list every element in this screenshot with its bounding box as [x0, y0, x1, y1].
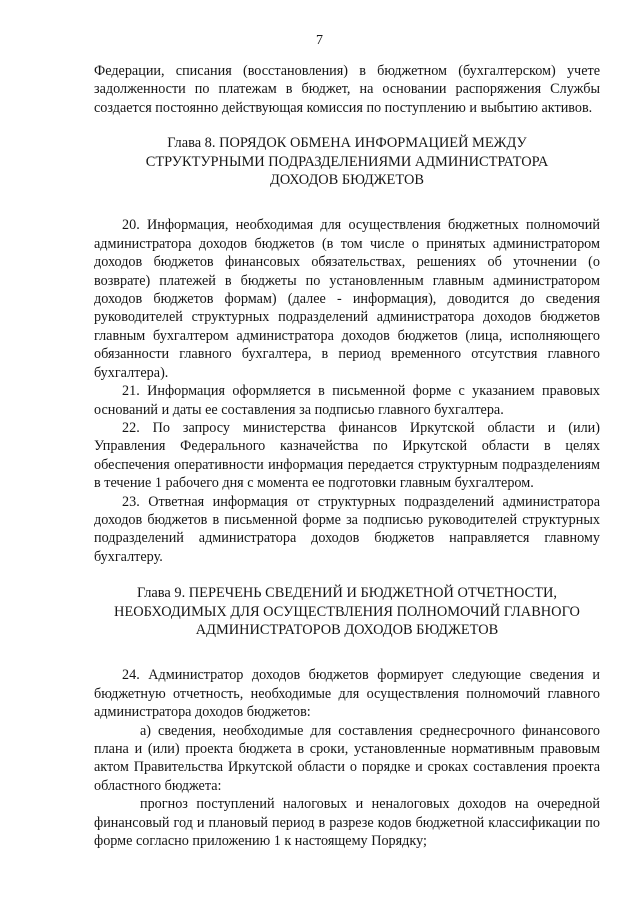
- intro-paragraph: Федерации, списания (восстановления) в бюджетном (бухгалтерском) учете задолженности по платежам в бюджет, на основании распоряжения Службы создается постоянно действующая комиссия по поступлению и выбытию активов.: [94, 63, 600, 116]
- document-body: [94, 62, 600, 850]
- chapter-8-heading: [94, 134, 600, 189]
- chapter-8-heading-line: Глава 8. ПОРЯДОК ОБМЕНА ИНФОРМАЦИЕЙ МЕЖДУ: [167, 135, 527, 152]
- chapter-9-heading-line: АДМИНИСТРАТОРОВ ДОХОДОВ БЮДЖЕТОВ: [195, 621, 499, 638]
- chapter-9-heading: [94, 584, 600, 639]
- item-22-paragraph: 22. По запросу министерства финансов Иркутской области и (или) Управления Федерального казначейства по Иркутской области в целях обеспечения оперативности информация передается структурным подразделениям в течение 1 рабочего дня с момента ее подготовки главным бухгалтером.: [94, 419, 600, 492]
- item-23-paragraph: 23. Ответная информация от структурных подразделений администратора доходов бюджетов в письменной форме за подписью руководителей структурных подразделений администратора доходов бюджетов направляется главному бухгалтеру.: [94, 493, 600, 565]
- item-24-paragraph: 24. Администратор доходов бюджетов формирует следующие сведения и бюджетную отчетность, необходимые для осуществления полномочий главного администратора доходов бюджетов:: [94, 667, 600, 721]
- chapter-9-heading-line: НЕОБХОДИМЫХ ДЛЯ ОСУЩЕСТВЛЕНИЯ ПОЛНОМОЧИЙ ГЛАВНОГО: [114, 603, 580, 620]
- chapter-8-heading-line: ДОХОДОВ БЮДЖЕТОВ: [270, 172, 424, 189]
- sub-item-a-paragraph: а) сведения, необходимые для составления среднесрочного финансового плана и (или) проекта бюджета в сроки, установленные нормативным правовым актом Правительства Иркутской области о порядке и сроках составления проекта областного бюджета:: [94, 722, 600, 794]
- chapter-9-heading-line: Глава 9. ПЕРЕЧЕНЬ СВЕДЕНИЙ И БЮДЖЕТНОЙ ОТЧЕТНОСТИ,: [136, 585, 557, 602]
- chapter-8-heading-line: СТРУКТУРНЫМИ ПОДРАЗДЕЛЕНИЯМИ АДМИНИСТРАТОРА: [145, 153, 549, 170]
- item-20-paragraph: 20. Информация, необходимая для осуществления бюджетных полномочий администратора доходов бюджетов (в том числе о принятых администратором доходов бюджетов финансовых обязательствах, решениях об уточнении (о возврате) платежей в бюджеты по установленным главным администратором доходов бюджетов формам) (далее - информация), доводится до сведения руководителей структурных подразделений администратора доходов бюджетов главным бухгалтером администратора доходов бюджетов (лица, исполняющего обязанности главного бухгалтера, в период временного отсутствия главного бухгалтера).: [94, 217, 600, 381]
- item-21-paragraph: 21. Информация оформляется в письменной форме с указанием правовых оснований и даты ее составления за подписью главного бухгалтера.: [94, 383, 600, 418]
- forecast-paragraph: прогноз поступлений налоговых и неналоговых доходов на очередной финансовый год и плановый период в разрезе кодов бюджетной классификации по форме согласно приложению 1 к настоящему Порядку;: [94, 796, 600, 850]
- page-number: 7: [316, 33, 323, 48]
